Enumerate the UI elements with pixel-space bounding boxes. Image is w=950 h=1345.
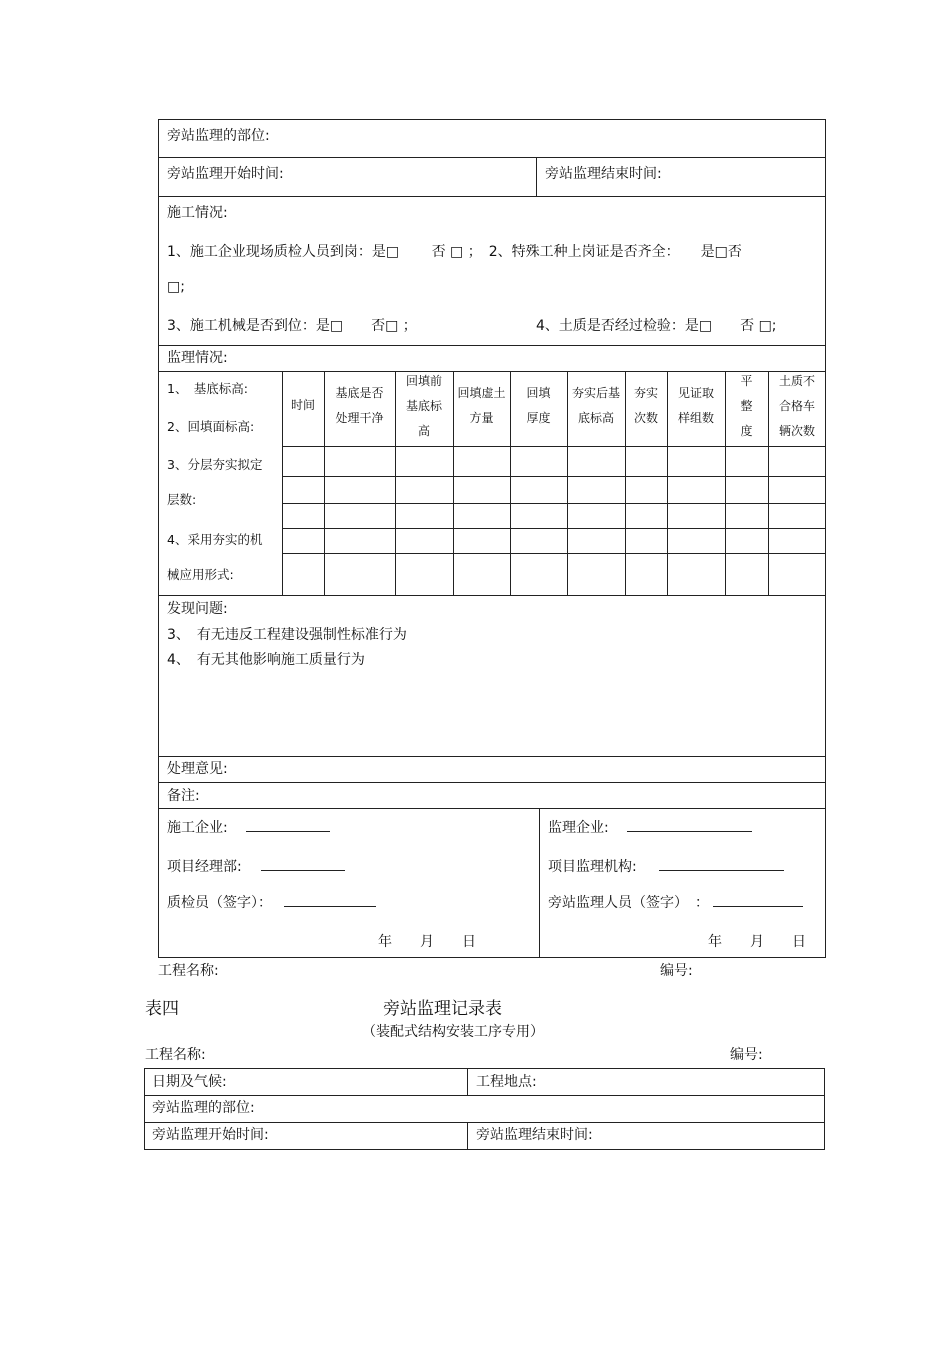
end-time-label: 旁站监理结束时间: (545, 166, 662, 182)
signature-line (659, 858, 784, 871)
construction-line1-cont: □; (167, 279, 185, 295)
project-name-label: 工程名称: (145, 1047, 206, 1063)
column-header-bad-soil-trucks: 土质不 合格车 辆次数 (778, 374, 815, 438)
left-dept-field[interactable] (167, 858, 345, 875)
left-company-label: 施工企业: (167, 820, 228, 836)
supervision-item: 4、采用夯实的机 (167, 532, 263, 547)
construction-heading: 施工情况: (167, 205, 228, 221)
column-header-time: 时间 (290, 398, 315, 412)
divider (158, 595, 826, 596)
right-date: 年 月 日 (708, 934, 806, 950)
location-label: 旁站监理的部位: (152, 1100, 255, 1116)
form-subtitle: （装配式结构安装工序专用） (362, 1024, 544, 1040)
divider (158, 756, 826, 757)
right-company-label: 监理企业: (548, 820, 609, 836)
divider (536, 157, 537, 196)
right-org-label: 项目监理机构: (548, 859, 637, 875)
column-header-base-elev-after: 夯实后基 底标高 (571, 386, 620, 425)
left-inspector-label: 质检员（签字）： (167, 895, 272, 911)
problems-item: 4、 有无其他影响施工质量行为 (167, 652, 365, 668)
column-header-compaction-count: 夯实 次数 (633, 386, 658, 425)
end-time-label: 旁站监理结束时间: (476, 1127, 593, 1143)
column-header-sample-groups: 见证取 样组数 (677, 386, 714, 425)
signature-line (627, 819, 752, 832)
column-header-fill-volume: 回填虚土 方量 (457, 386, 506, 425)
construction-line3b: 4、土质是否经过检验：是□ 否 □; (536, 318, 777, 334)
supervision-item: 械应用形式: (167, 567, 234, 582)
signature-line (246, 819, 330, 832)
handling-label: 处理意见: (167, 761, 228, 777)
number-label: 编号: (660, 963, 693, 979)
divider (158, 782, 826, 783)
table-number: 表四 (145, 999, 179, 1019)
supervision-item: 2、回填面标高: (167, 419, 255, 434)
divider (539, 808, 540, 958)
problems-item: 3、 有无违反工程建设强制性标准行为 (167, 627, 407, 643)
column-header-base-clean: 基底是否 处理干净 (335, 386, 384, 425)
left-date: 年 月 日 (378, 934, 476, 950)
project-name-label: 工程名称: (158, 963, 219, 979)
divider (158, 157, 826, 158)
grid-line (282, 446, 826, 447)
divider (158, 345, 826, 346)
remarks-label: 备注: (167, 788, 200, 804)
construction-line1: 1、施工企业现场质检人员到岗：是□ 否 □ ； 2、特殊工种上岗证是否齐全： 是□否 (167, 244, 742, 260)
divider (158, 196, 826, 197)
divider (467, 1122, 468, 1150)
divider (144, 1095, 825, 1096)
grid-line (282, 528, 826, 529)
supervision-item: 1、 基底标高: (167, 381, 248, 396)
left-company-field[interactable] (167, 819, 330, 836)
left-dept-label: 项目经理部: (167, 859, 242, 875)
location-label: 旁站监理的部位: (167, 128, 270, 144)
number-label: 编号: (730, 1047, 763, 1063)
construction-line3a: 3、施工机械是否到位：是□ 否□ ； (167, 318, 417, 334)
supervision-heading: 监理情况: (167, 350, 228, 366)
right-person-label: 旁站监理人员（签字） ： (548, 895, 709, 911)
signature-line (284, 894, 376, 907)
left-inspector-field[interactable] (167, 894, 376, 911)
divider (144, 1122, 825, 1123)
column-header-flatness: 平 整 度 (740, 374, 753, 438)
column-header-fill-thickness: 回填 厚度 (526, 386, 551, 425)
date-weather-label: 日期及气候: (152, 1074, 227, 1090)
column-header-base-elev-before: 回填前 基底标 高 (405, 374, 442, 438)
grid-line (282, 503, 826, 504)
divider (467, 1068, 468, 1095)
site-label: 工程地点: (476, 1074, 537, 1090)
signature-line (261, 858, 345, 871)
signature-line (713, 894, 803, 907)
form-title: 旁站监理记录表 (383, 999, 502, 1019)
right-person-field[interactable] (548, 894, 803, 911)
divider (158, 808, 826, 809)
supervision-item: 层数: (167, 492, 197, 507)
grid-line (282, 476, 826, 477)
right-org-field[interactable] (548, 858, 784, 875)
problems-heading: 发现问题: (167, 601, 228, 617)
start-time-label: 旁站监理开始时间: (152, 1127, 269, 1143)
supervision-item: 3、分层夯实拟定 (167, 457, 263, 472)
right-company-field[interactable] (548, 819, 752, 836)
grid-line (282, 553, 826, 554)
start-time-label: 旁站监理开始时间: (167, 166, 284, 182)
